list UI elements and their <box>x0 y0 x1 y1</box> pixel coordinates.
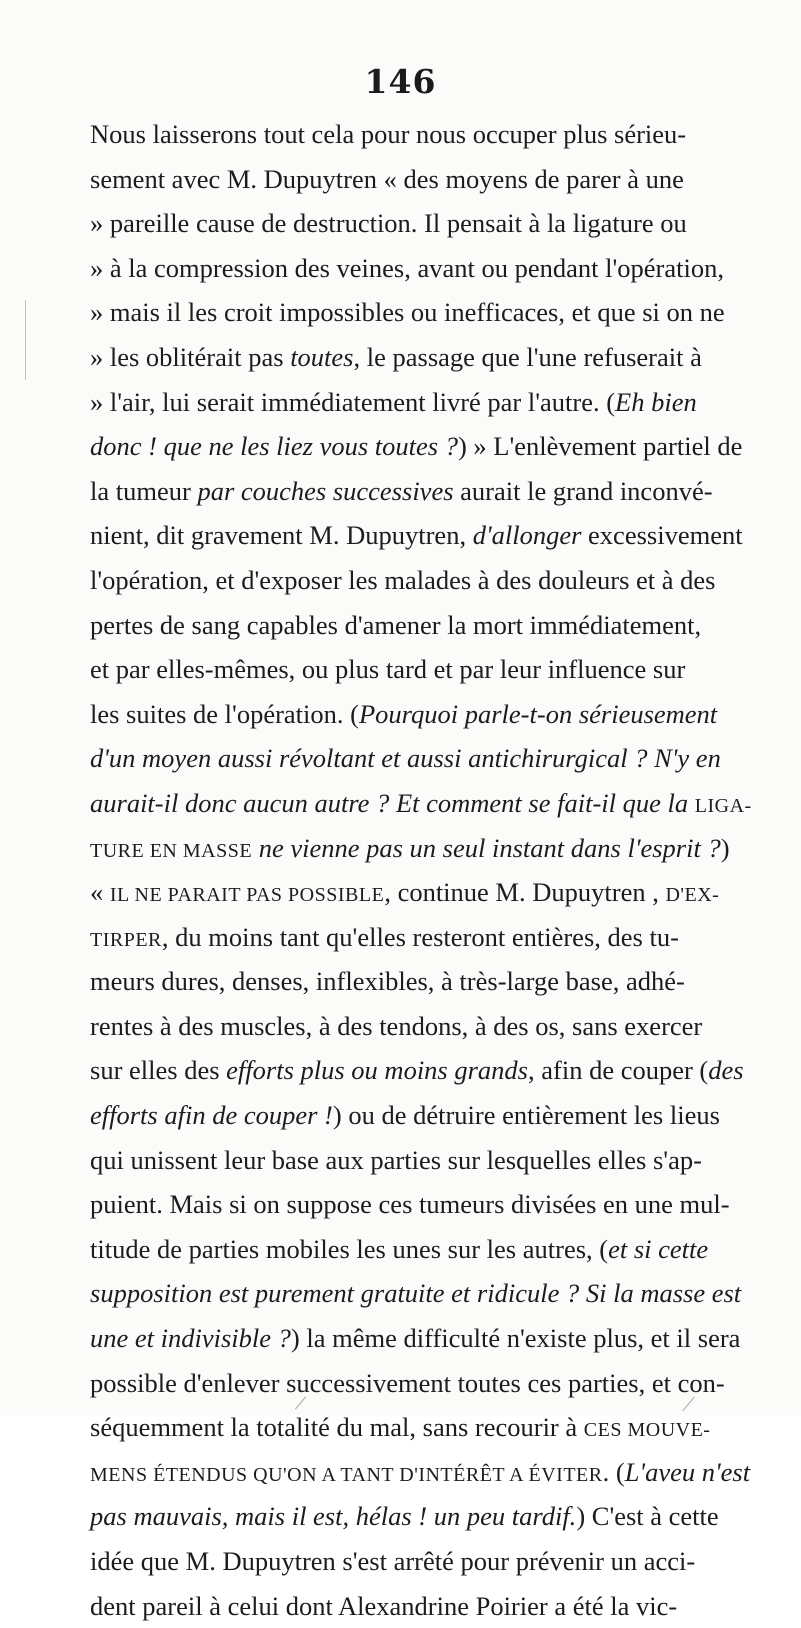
text-segment: , le passage que l'une refuserait à <box>353 341 702 372</box>
text-segment: efforts plus ou moins grands <box>226 1055 528 1086</box>
text-line <box>90 603 780 648</box>
page-number: 146 <box>364 62 437 101</box>
text-line <box>90 469 780 514</box>
text-segment: ) <box>720 832 730 863</box>
text-line <box>90 246 780 291</box>
text-line <box>90 959 780 1004</box>
text-segment: IL NE PARAIT PAS POSSIBLE <box>109 884 385 907</box>
text-line <box>90 1361 780 1406</box>
text-line <box>90 1584 780 1628</box>
text-segment: dent pareil à celui dont Alexandrine Poirier a été la vic- <box>90 1590 678 1621</box>
text-segment: sur elles des <box>90 1055 227 1086</box>
text-line <box>90 1316 780 1361</box>
text-segment: aurait-il donc aucun autre ? Et comment se fait-il que la <box>90 787 695 818</box>
text-segment: supposition est purement gratuite et ridicule ? Si la masse est <box>90 1278 742 1309</box>
text-segment: des <box>708 1055 744 1086</box>
text-segment: TURE EN MASSE <box>90 839 253 862</box>
text-line <box>90 692 780 737</box>
text-segment: puient. Mais si on suppose ces tumeurs divisées en une mul- <box>90 1189 730 1220</box>
text-segment: d'allonger <box>472 520 582 551</box>
text-line <box>90 201 780 246</box>
text-segment: , du moins tant qu'elles resteront entières, des tu- <box>161 921 679 952</box>
text-line <box>90 826 780 871</box>
text-line <box>90 335 780 380</box>
text-segment: pas mauvais, mais il est, hélas ! un peu tardif. <box>90 1501 577 1532</box>
text-segment: ne vienne pas un seul instant dans l'esprit ? <box>252 832 721 863</box>
text-segment: toutes <box>290 341 354 372</box>
text-line <box>90 1004 780 1049</box>
text-line <box>90 380 780 425</box>
text-segment: par couches successives <box>197 475 454 506</box>
text-segment: efforts afin de couper ! <box>90 1100 333 1131</box>
text-line <box>90 1271 780 1316</box>
text-segment: LIGA- <box>694 794 752 817</box>
text-segment: » l'air, lui serait immédiatement livré par l'autre. ( <box>90 386 616 417</box>
text-segment: les suites de l'opération. ( <box>90 698 359 729</box>
text-segment: , afin de couper ( <box>528 1055 709 1086</box>
text-segment: . ( <box>602 1456 625 1487</box>
text-line <box>90 1048 780 1093</box>
text-line <box>90 558 780 603</box>
body-text <box>90 112 780 1628</box>
scan-mark <box>25 300 26 380</box>
text-segment: TIRPER <box>90 928 162 951</box>
text-segment: l'opération, et d'exposer les malades à des douleurs et à des <box>90 564 716 595</box>
text-line <box>90 424 780 469</box>
text-segment: sement avec M. Dupuytren « des moyens de parer à une <box>90 163 684 194</box>
text-segment: donc ! que ne les liez vous toutes ? <box>90 431 458 462</box>
text-segment: la tumeur <box>90 475 198 506</box>
text-line <box>90 915 780 960</box>
text-line <box>90 1539 780 1584</box>
text-segment: » mais il les croit impossibles ou inefficaces, et que si on ne <box>90 297 725 328</box>
text-segment: « <box>90 877 110 908</box>
text-line <box>90 1138 780 1183</box>
text-segment: » les oblitérait pas <box>90 341 291 372</box>
text-segment: une et indivisible ? <box>90 1323 291 1354</box>
text-segment: pertes de sang capables d'amener la mort immédiatement, <box>90 609 702 640</box>
text-line <box>90 1227 780 1272</box>
text-line <box>90 1494 780 1539</box>
text-line <box>90 1182 780 1227</box>
text-line <box>90 647 780 692</box>
text-segment: nient, dit gravement M. Dupuytren, <box>90 520 473 551</box>
text-segment: excessivement <box>581 520 743 551</box>
text-line <box>90 1405 780 1450</box>
text-segment: » à la compression des veines, avant ou pendant l'opération, <box>90 252 724 283</box>
text-segment: » pareille cause de destruction. Il pensait à la ligature ou <box>90 208 687 239</box>
text-segment: idée que M. Dupuytren s'est arrêté pour prévenir un acci- <box>90 1546 696 1576</box>
text-segment: aurait le grand inconvé- <box>453 475 713 506</box>
text-segment: séquemment la totalité du mal, sans recourir à <box>90 1412 584 1443</box>
text-segment: et par elles-mêmes, ou plus tard et par leur influence sur <box>90 654 686 685</box>
text-line <box>90 157 780 202</box>
text-line <box>90 1093 780 1138</box>
text-segment: , continue M. Dupuytren , <box>384 877 666 908</box>
text-segment: et si cette <box>608 1233 709 1264</box>
text-segment: rentes à des muscles, à des tendons, à des os, sans exercer <box>90 1010 703 1041</box>
text-segment: CES MOUVE- <box>583 1419 711 1442</box>
text-segment: ) C'est à cette <box>576 1501 719 1532</box>
text-segment: ) la même difficulté n'existe plus, et il sera <box>290 1323 741 1354</box>
text-segment: d'un moyen aussi révoltant et aussi antichirurgical ? N'y en <box>90 743 721 774</box>
text-segment: ) ou de détruire entièrement les lieus <box>332 1100 720 1131</box>
text-segment: Nous laisserons tout cela pour nous occuper plus sérieu- <box>90 119 687 149</box>
text-segment: Pourquoi parle-t-on sérieusement <box>358 698 718 729</box>
text-line <box>90 736 780 781</box>
text-segment: D'EX- <box>665 884 720 907</box>
text-segment: Eh bien <box>615 386 697 417</box>
text-segment: possible d'enlever successivement toutes ces parties, et con- <box>90 1367 725 1398</box>
text-segment: qui unissent leur base aux parties sur lesquelles elles s'ap- <box>90 1144 702 1175</box>
text-segment: MENS ÉTENDUS QU'ON A TANT D'INTÉRÊT A ÉVITER <box>90 1463 603 1486</box>
text-line <box>90 1450 780 1495</box>
text-segment: meurs dures, denses, inflexibles, à très-large base, adhé- <box>90 966 685 997</box>
text-line <box>90 112 780 157</box>
text-line <box>90 870 780 915</box>
text-segment: ) » L'enlèvement partiel de <box>457 431 743 462</box>
text-segment: titude de parties mobiles les unes sur les autres, ( <box>90 1233 609 1264</box>
text-line <box>90 513 780 558</box>
text-segment: L'aveu n'est <box>624 1456 751 1487</box>
text-line <box>90 290 780 335</box>
text-line <box>90 781 780 826</box>
